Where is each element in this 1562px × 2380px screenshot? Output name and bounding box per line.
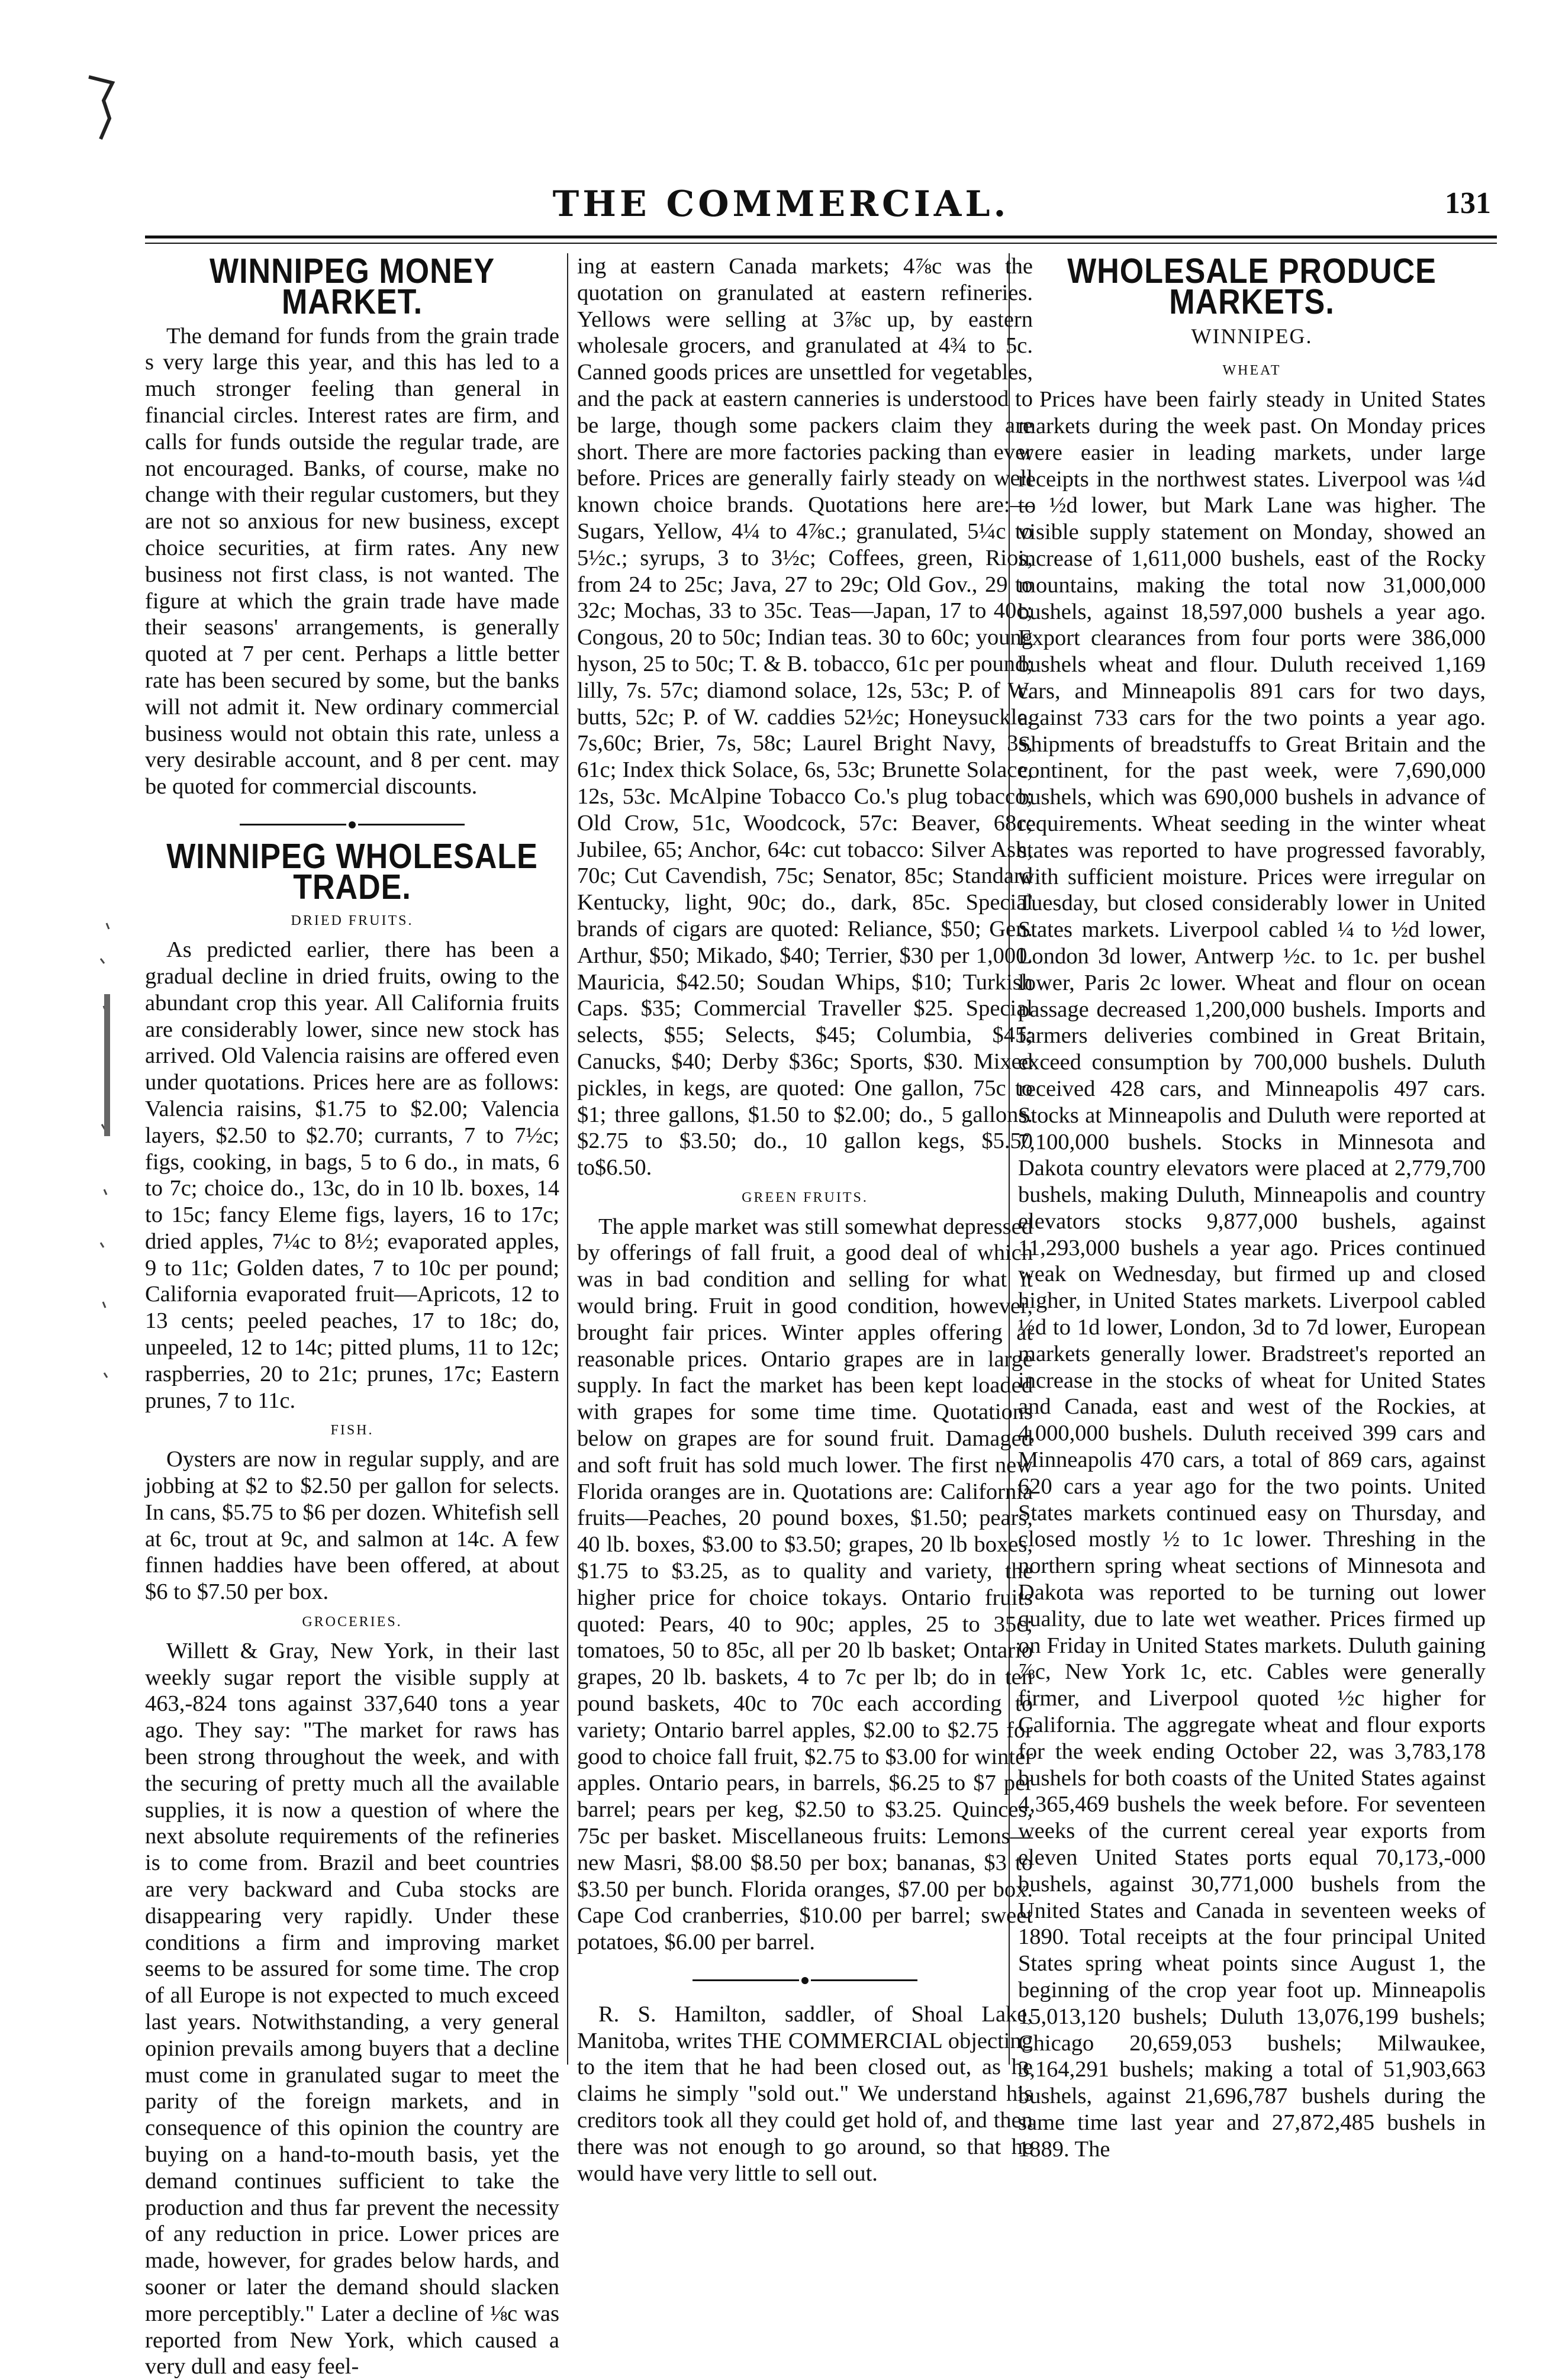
masthead-title: THE COMMERCIAL.: [552, 183, 1010, 225]
column-2: [577, 253, 1033, 2186]
dried-fruits-subheading: DRIED FRUITS.: [291, 913, 414, 929]
masthead-rule-thin: [145, 243, 1497, 244]
wholesale-trade-heading: WINNIPEG WHOLESALE TRADE.: [166, 836, 538, 907]
city-subheading: WINNIPEG.: [1191, 324, 1313, 348]
section-separator: [577, 1966, 1033, 1993]
produce-markets-heading: WHOLESALE PRODUCE MARKETS.: [1067, 251, 1437, 322]
groceries-continued-text: ing at eastern Canada markets; 4⅞c was the quotation on granulated at eastern refineries. Yellows were selling at 3⅞c up, by eastern wholesale grocers, and granulated at 4¾ to 5c. Canned goods prices are unsettled for vegetables, and the pack at eastern canneries is understood to be large, though some packers claim they are short. There are more factories packing than ever before. Prices are generally fairly steady on well known choice brands. Quotations here are:— Sugars, Yellow, 4¼ to 4⅞c.; granulated, 5¼c to 5½c.; syrups, 3 to 3½c; Coffees, green, Rios, from 24 to 25c; Java, 27 to 29c; Old Gov., 29 to 32c; Mochas, 33 to 35c. Teas—Japan, 17 to 40c; Congous, 20 to 50c; Indian teas. 30 to 60c; young hyson, 25 to 50c; T. & B. tobacco, 61c per pound; lilly, 7s. 57c; diamond solace, 12s, 53c; P. of W. butts, 52c; P. of W. caddies 52½c; Honeysuckle, 7s,60c; Brier, 7s, 58c; Laurel Bright Navy, 3s, 61c; Index thick Solace, 6s, 53c; Brunette Solace, 12s, 53c. McAlpine Tobacco Co.'s plug tobacco; Old Crow, 51c, Woodcock, 57c: Beaver, 68c; Jubilee, 65; Anchor, 64c: cut tobacco: Silver Ash, 70c; Cut Cavendish, 75c; Senator, 85c; Standard Kentucky, light, 90c; do., dark, 85c. Special brands of cigars are quoted: Reliance, $50; Gen. Arthur, $50; Mikado, $40; Terrier, $30 per 1,000. Mauricia, $42.50; Soudan Whips, $10; Turkish Caps. $35; Commercial Traveller $25. Special selects, $55; Selects, $45; Columbia, $45; Canucks, $40; Derby $36c; Sports, $30. Mixed pickles, in kegs, are quoted: One gallon, 75c to $1; three gallons, $1.50 to $2.00; do., 5 gallons. $2.75 to $3.50; do., 10 gallon kegs, $5.50 to$6.50.: [577, 254, 1033, 1181]
green-fruits-text: The apple market was still somewhat depressed by offerings of fall fruit, a good deal of which was in bad condition and selling for what it would bring. Fruit in good condition, however, brought fair prices. Winter apples offering at reasonable prices. Ontario grapes are in large supply. In fact the market has been kept loaded with grapes for some time time. Quotations below on grapes are for sound fruit. Damaged and soft fruit has sold much lower. The first new Florida oranges are in. Quotations are: California fruits—Peaches, 20 pound boxes, $1.50; pears, 40 lb. boxes, $3.00 to $3.50; grapes, 20 lb boxes, $1.75 to $3.25, as to quality and variety, the higher price for choice tokays. Ontario fruits quoted: Pears, 40 to 90c; apples, 25 to 35c; tomatoes, 50 to 85c, all per 20 lb basket; Ontario grapes, 20 lb. baskets, 4 to 7c per lb; do in ten pound baskets, 40c to 70c each according to variety; Ontario barrel apples, $2.00 to $2.75 for good to choice fall fruit, $2.75 to $3.00 for winter apples. Ontario pears, in barrels, $6.25 to $7 per barrel; pears per keg, $2.50 to $3.25. Quinces, 75c per basket. Miscellaneous fruits: Lemons—new Masri, $8.00 $8.50 per box; bananas, $3 to $3.50 per bunch. Florida oranges, $7.00 per box. Cape Cod cranberries, $10.00 per barrel; sweet potatoes, $6.00 per barrel.: [577, 1214, 1033, 1955]
fish-subheading: FISH.: [330, 1423, 374, 1439]
column-divider: [567, 253, 568, 2065]
wheat-subheading: WHEAT: [1222, 363, 1281, 379]
column-3: [1018, 251, 1486, 2162]
page-number: 131: [1445, 186, 1491, 220]
page-margin-marks: [0, 0, 136, 2106]
masthead-rule-thick: [145, 236, 1497, 238]
column-1: [145, 251, 559, 2379]
green-fruits-subheading: GREEN FRUITS.: [742, 1189, 868, 1205]
hamilton-notice-text: R. S. Hamilton, saddler, of Shoal Lake, Manitoba, writes THE COMMERCIAL objecting to the item that he had been closed out, as he claims he simply "sold out." We understand his creditors took all they could get hold of, and then there was not enough to go around, so that he would have very little to sell out.: [577, 2001, 1033, 2186]
section-separator: [145, 811, 559, 837]
fish-text: Oysters are now in regular supply, and are jobbing at $2 to $2.50 per gallon for selects. In cans, $5.75 to $6 per dozen. Whitefish sell at 6c, trout at 9c, and salmon at 14c. A few finnen haddies have been offered, at about $6 to $7.50 per box.: [145, 1447, 559, 1605]
wheat-text: Prices have been fairly steady in United States markets during the week past. On Monday prices were easier in leading markets, under large receipts in the northwest states. Liverpool was ¼d to ½d lower, but Mark Lane was higher. The visible supply statement on Monday, showed an increase of 1,611,000 bushels, east of the Rocky mountains, making the total now 31,000,000 bushels, against 18,597,000 bushels a year ago. Export clearances from four ports were 386,000 bushels wheat and flour. Duluth received 1,169 cars, and Minneapolis 891 cars for two days, against 733 cars for the two points a year ago. Shipments of breadstuffs to Great Britain and the continent, for the past week, were 7,690,000 bushels, which was 690,000 bushels in advance of requirements. Wheat seeding in the winter wheat states was reported to have progressed favorably, with sufficient moisture. Prices were irregular on Tuesday, but closed considerably lower in United States markets. Liverpool cabled ¼ to ½d lower, London 3d lower, Antwerp ½c. to 1c. per bushel lower, Paris 2c lower. Wheat and flour on ocean passage decreased 1,200,000 bushels. Imports and farmers deliveries combined in Great Britain, exceed consumption by 700,000 bushels. Duluth received 428 cars, and Minneapolis 497 cars. Stocks at Minneapolis and Duluth were reported at 7,100,000 bushels. Stocks in Minnesota and Dakota country elevators were placed at 2,779,700 bushels, making Duluth, Minneapolis and country elevators stocks 9,877,000 bushels, against 11,293,000 bushels a year ago. Prices continued weak on Wednesday, but firmed up and closed higher, in United States markets. Liverpool cabled ½d to 1d lower, London, 3d to 7d lower, European markets generally lower. Bradstreet's reported an increase in the stocks of wheat for United States and Canada, east and west of the Rockies, at 4,000,000 bushels. Duluth received 399 cars and Minneapolis 470 cars, a total of 869 cars, against 620 cars a year ago for the two points. United States markets continued easy on Thursday, and closed mostly ½ to 1c lower. Threshing in the northern spring wheat sections of Minnesota and Dakota was reported to be turning out lower quality, due to late wet weather. Prices firmed up on Friday in United States markets. Duluth gaining ⅞c, New York 1c, etc. Cables were generally firmer, and Liverpool quoted ½c higher for California. The aggregate wheat and flour exports for the week ending October 22, was 3,783,178 bushels for both coasts of the United States against 4,365,469 bushels the week before. For seventeen weeks of the current cereal year exports from eleven United States ports equal 70,173,-000 bushels, against 30,771,000 bushels from the United States and Canada in seventeen weeks of 1890. Total receipts at the four principal United States spring wheat points since August 1, the beginning of the crop year foot up. Minneapolis 15,013,120 bushels; Duluth 13,076,199 bushels; Chicago 20,659,053 bushels; Milwaukee, 3,164,291 bushels; making a total of 51,903,663 bushels, against 21,696,787 bushels during the same time last year and 27,872,485 bushels in 1889. The: [1018, 387, 1486, 2162]
dried-fruits-text: As predicted earlier, there has been a gradual decline in dried fruits, owing to the abundant crop this year. All California fruits are considerably lower, since new stock has arrived. Old Valencia raisins are offered even under quotations. Prices here are as follows: Valencia raisins, $1.75 to $2.00; Valencia layers, $2.50 to $2.70; currants, 7 to 7½c; figs, cooking, in bags, 5 to 6 do., in mats, 6 to 7c; choice do., 13c, do in 10 lb. boxes, 14 to 15c; fancy Eleme figs, layers, 16 to 17c; dried apples, 7¼c to 8½; evaporated apples, 9 to 11c; Golden dates, 7 to 10c per pound; California evaporated fruit—Apricots, 12 to 13 cents; peeled peaches, 17 to 18c; do, unpeeled, 12 to 14c; pitted plums, 11 to 12c; raspberries, 20 to 21c; prunes, 17c; Eastern prunes, 7 to 11c.: [145, 937, 559, 1413]
money-market-text: The demand for funds from the grain trade s very large this year, and this has led to a much stronger feeling than general in financial circles. Interest rates are firm, and calls for funds outside the regular trade, are not encouraged. Banks, of course, make no change with their regular customers, but they are not so anxious for new business, except choice securities, at firm rates. Any new business not first class, is not wanted. The figure at which the grain trade have made their seasons' arrangements, is generally quoted at 7 per cent. Perhaps a little better rate has been secured by some, but the banks will not admit it. New ordinary commercial business would not obtain this rate, unless a very desirable account, and 8 per cent. may be quoted for commercial discounts.: [145, 323, 559, 799]
groceries-subheading: GROCERIES.: [302, 1614, 402, 1630]
money-market-heading: WINNIPEG MONEY MARKET.: [209, 251, 495, 322]
masthead: [0, 183, 1562, 231]
groceries-text: Willett & Gray, New York, in their last weekly sugar report the visible supply at 463,-824 tons against 337,640 tons a year ago. They say: "The market for raws has been strong throughout the week, and with the securing of pretty much all the available supplies, it is now a question of where the next absolute requirements of the refineries is to come from. Brazil and beet countries are very backward and Cuba stocks are disappearing very rapidly. Under these conditions a firm and improving market seems to be assured for some time. The crop of all Europe is not expected to much exceed last years. Notwithstanding, a very general opinion prevails among buyers that a decline must come in granulated sugar to meet the parity of the foreign markets, and in consequence of this opinion the country are buying on a hand-to-mouth basis, yet the demand continues sufficient to take the production and thus far prevent the necessity of any reduction in price. Lower prices are made, however, for grades below hards, and sooner or later the demand should slacken more perceptibly." Later a decline of ⅛c was reported from New York, which caused a very dull and easy feel-: [145, 1638, 559, 2379]
